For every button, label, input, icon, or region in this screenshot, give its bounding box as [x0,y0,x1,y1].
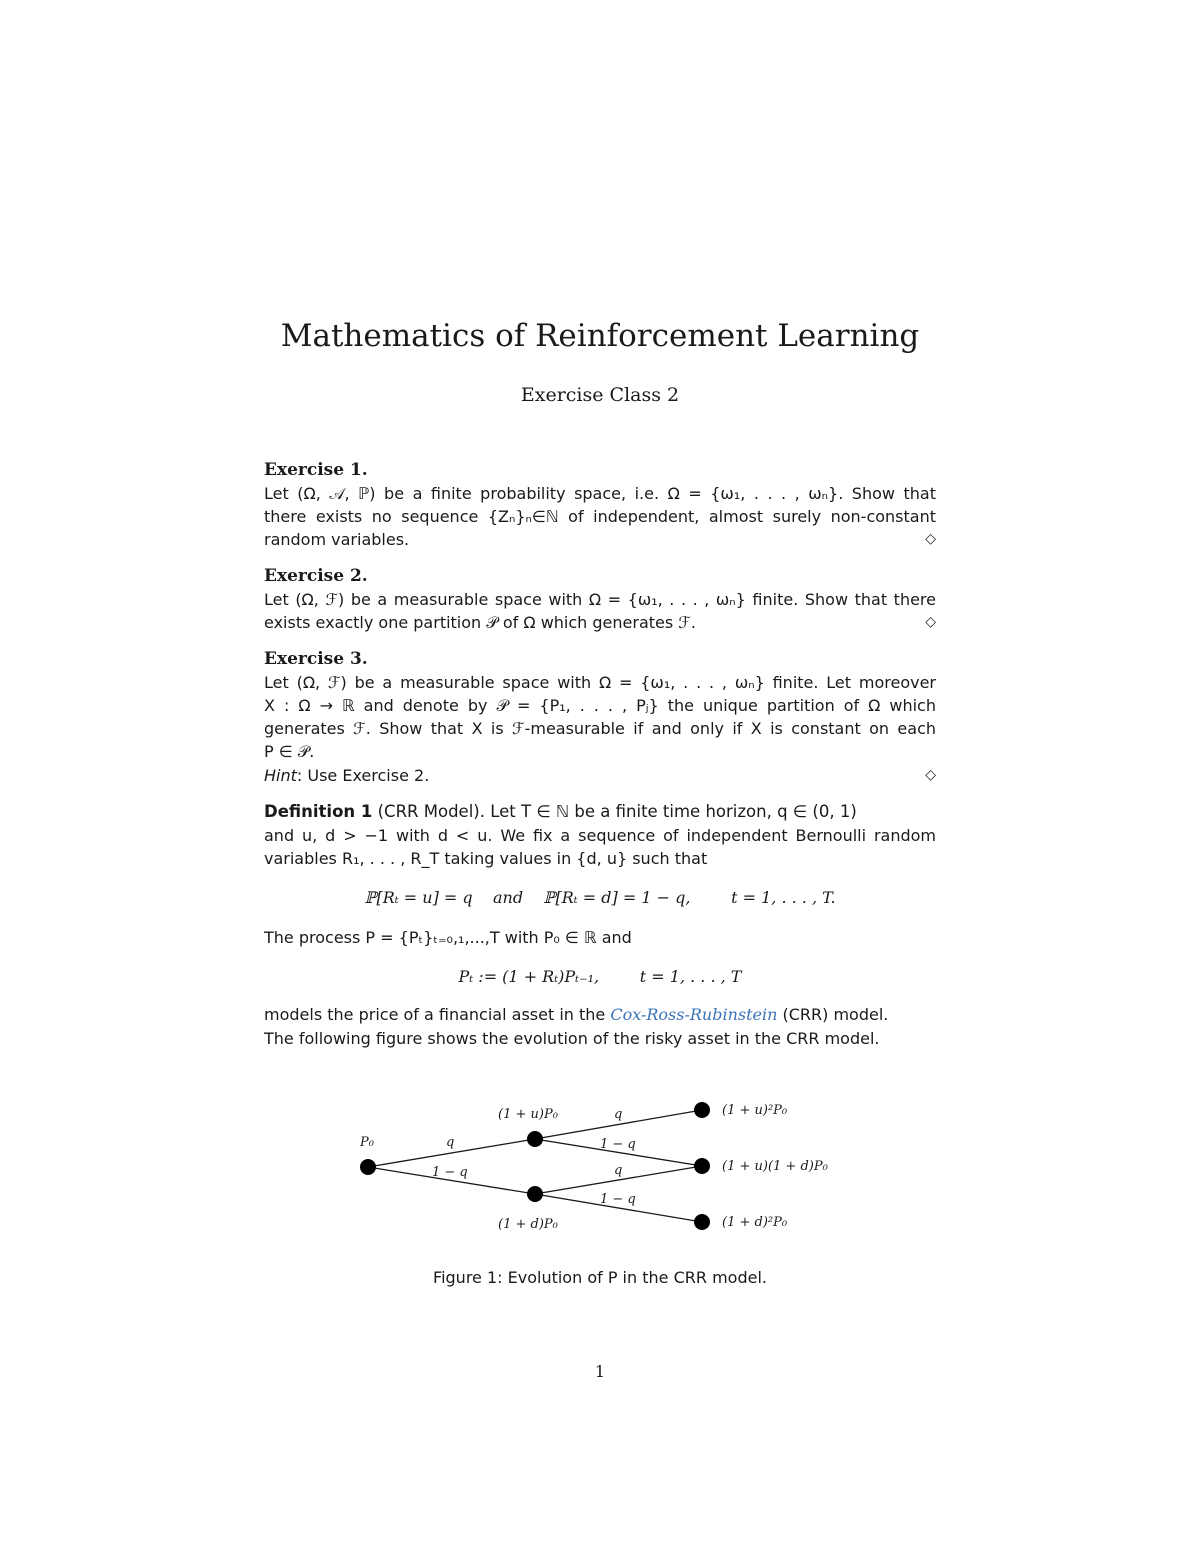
cox-ross-rubinstein-link[interactable]: Cox-Ross-Rubinstein [610,1005,778,1024]
node-ud [694,1158,710,1174]
hint-label: Hint [264,766,297,785]
exercise-2-line-1: Let (Ω, ℱ) be a measurable space with Ω = {ω₁, . . . , ωₙ} finite. Show that there [264,590,936,609]
exercise-3-line-1: Let (Ω, ℱ) be a measurable space with Ω = {ω₁, . . . , ωₙ} finite. Let moreover [264,673,936,692]
exercise-1-line-3-text: random variables. [264,530,410,549]
exercise-3-line-4: P ∈ 𝒫. [264,742,315,761]
node-dd [694,1214,710,1230]
node-uu [694,1102,710,1118]
paper-title: Mathematics of Reinforcement Learning [280,318,920,354]
definition-label: Definition 1 [264,802,373,821]
end-of-exercise-icon: ◇ [925,614,936,630]
exercise-1-heading: Exercise 1. [264,460,368,480]
exercise-1-line-3 [264,528,936,551]
definition-title: (CRR Model). [377,802,485,821]
node-p0 [360,1159,376,1175]
crr-tree-figure [0,1080,1200,1250]
end-of-exercise-icon: ◇ [925,531,936,547]
models-text-before: models the price of a financial asset in the [264,1005,611,1024]
exercise-3-line-3: generates ℱ. Show that X is ℱ-measurable if and only if X is constant on each [264,719,936,738]
models-line [264,1003,936,1026]
prob-1mq-3: 1 − q [600,1192,636,1207]
figure-caption: Figure 1: Evolution of P in the CRR model. [433,1268,767,1287]
exercise-2-line-2-text: exists exactly one partition 𝒫 of Ω which generates ℱ. [264,613,696,632]
label-uu: (1 + u)²P₀ [722,1103,788,1118]
exercise-3-hint [264,764,936,787]
exercise-3-line-2: X : Ω → ℝ and denote by 𝒫 = {P₁, . . . , Pⱼ} the unique partition of Ω which [264,696,936,715]
page-number: 1 [594,1362,606,1381]
models-text-after: (CRR) model. [777,1005,889,1024]
node-up [527,1131,543,1147]
exercise-2-line-2 [264,611,936,634]
equation-1: ℙ[Rₜ = u] = q and ℙ[Rₜ = d] = 1 − q, t = 1, . . . , T. [364,888,836,907]
following-line: The following figure shows the evolution of the risky asset in the CRR model. [264,1029,880,1048]
hint-text: : Use Exercise 2. [296,766,430,785]
prob-q-1: q [446,1135,455,1150]
exercise-1-line-2: there exists no sequence {Zₙ}ₙ∈ℕ of independent, almost surely non-constant [264,507,936,526]
equation-2: Pₜ := (1 + Rₜ)Pₜ₋₁, t = 1, . . . , T [458,967,742,986]
label-p0: P₀ [360,1135,374,1150]
definition-line-1-rest: Let T ∈ ℕ be a finite time horizon, q ∈ (0, 1) [490,802,857,821]
process-line: The process P = {Pₜ}ₜ₌₀,₁,...,T with P₀ ∈ ℝ and [264,928,632,947]
label-up: (1 + u)P₀ [498,1107,558,1122]
node-down [527,1186,543,1202]
definition-line-2: and u, d > −1 with d < u. We fix a sequence of independent Bernoulli random [264,826,936,845]
end-of-exercise-icon: ◇ [925,767,936,783]
exercise-3-heading: Exercise 3. [264,649,368,669]
prob-q-2: q [614,1107,623,1122]
label-ud: (1 + u)(1 + d)P₀ [722,1159,828,1174]
label-down: (1 + d)P₀ [498,1217,558,1232]
definition-line-3: variables R₁, . . . , R_T taking values in {d, u} such that [264,849,708,868]
exercise-1-line-1: Let (Ω, 𝒜, ℙ) be a finite probability space, i.e. Ω = {ω₁, . . . , ωₙ}. Show that [264,484,936,503]
exercise-2-heading: Exercise 2. [264,566,368,586]
prob-1mq-1: 1 − q [432,1165,468,1180]
paper-subtitle: Exercise Class 2 [520,384,680,406]
prob-1mq-2: 1 − q [600,1137,636,1152]
definition-line-1 [264,800,936,823]
prob-q-3: q [614,1163,623,1178]
label-dd: (1 + d)²P₀ [722,1215,788,1230]
